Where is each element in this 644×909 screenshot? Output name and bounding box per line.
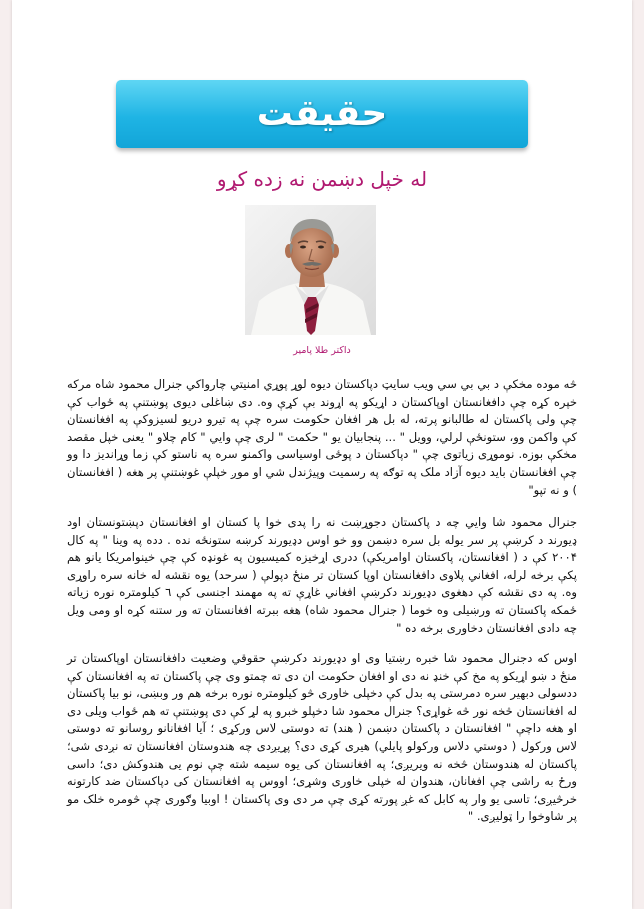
author-photo [245,205,376,335]
article-paragraph: څه موده مخکې د بي بي سي ويب سايټ دپاکستان ديوه لوړ پوړي امنيتي چارواکي جنرال محمود شاه مرکه خپره کړه چې دافغانستان اوپاکستان د اړيکو په اړوند بې کړې وه. دی ښاغلی ديوی پوښتنې په ځواب کې چې ولی پاکستان له طالبانو پرته، له بل هر افغان حکومت سره چې په تيرو دريو لسيزوکې په افغانستان کې واکمن وو، ستونځې لرلي، وويل " ... پنجابيان يو " حکمت " لری چې وايي " کام چلاو " يعنی خپل مقصد مخکې بوزه. نوموړی زياتوی چې " دپاکستان د پوځی اوسياسی واکمنو سره په ناستو کې زما وړانديز دا وو چې افغانستان بايد ديوه آزاد ملک په توګه په رسميت وپيژندل شي او موږ خپلې غوښتنې پر هغه ( افغانستان ) و نه تپو" [67,377,577,497]
article-paragraph: جنرال محمود شا وايي چه د پاکستان دجوړښت نه را پدی خوا پا کستان او افغانستان دپښتونستان اود ډيورند د کرښې پر سر يوله بل سره دښمن وو خو اوس دډيورند کرښه ستونځه نده . دده په وينا " په کال ۲۰۰۴ کې د ( افغانستان، پاکستان اوامريکې) ددری اړخيزه کميسيون په غونډه کې چې خينوامريکا يانو هم پکې برخه لرله، افغاني پلاوی دافغانستان اوپا کستان تر منځ دپولې ( سرحد) يوه نقشه له خانه سره راوړی وه. په دی نقشه کې دهغوی دډيورند دکرښې افغاني غاړې ته په مهمند اجنسی کې ٦ کيلومتره نوره زياته ځمکه پاکستان ته ورښيلی وه خوما ( جنرال محمود شاه) هغه ببرته افغانستان ته ور ستنه کړه او ومی ويل چه دادی افغانستان دخاوری برخه ده " [67,515,577,635]
banner-title: حقیقت [256,93,388,134]
author-caption: داکتر طلا پامیر [293,345,351,356]
document-page [12,0,632,909]
article-paragraph: اوس که دجنرال محمود شا خبره رښتيا وی او دډيورند دکرښې حقوقي وضعيت دافغانستان اوپاکستان تر منځ د ښو اړيکو په مخ کې خنډ نه دی او افغان حکومت ان دی ته چمتو وی چې پاکستان ته په افغانستان کې ددسولی دبهير سره دمرستی په بدل کې دخپلی خاوری څو کيلومتره نوره برخه هم ور وبښی، نو بيا پاکستان له افغانستان څخه نور څه غواړی؟ جنرال محمود شا دخپلو خبرو په لړ کې دی پوښتنې ته هم ځواب ويلی دی او هغه داچې " افغانستان د پاکستان دښمن ( هند) ته دوستی لاس ورکړی ؛ آيا افغانانو روسانو ته دوستی لاس ورکول ( دوستي دلاس ورکولو پايلي) هيری کړی دی؟ پړيږدی چه هندوستان افغانستان ته نږدی شی؛ پاکستان له هندوستان څخه نه ويريږی؛ په افغانستان کی يوه سيمه شته چې نوم يی هندوکش دی؛ داسی ورځ به راشی چې افغانان، هندوان له خپلی خاوری وشړی؛ اووس په افغانستان کی دپاکستان ضد کارتونه خرڅيږی؛ تاسی يو وار په کابل که غږ پورته کړی چې مر دی وی پاکستان ! اوبيا وګوری چې څومره خلک مو پر شاوخوا را ټوليږی. " [67,651,577,824]
article-headline: له خپل دښمن نه زده کړو [216,167,428,191]
title-banner [116,80,528,148]
